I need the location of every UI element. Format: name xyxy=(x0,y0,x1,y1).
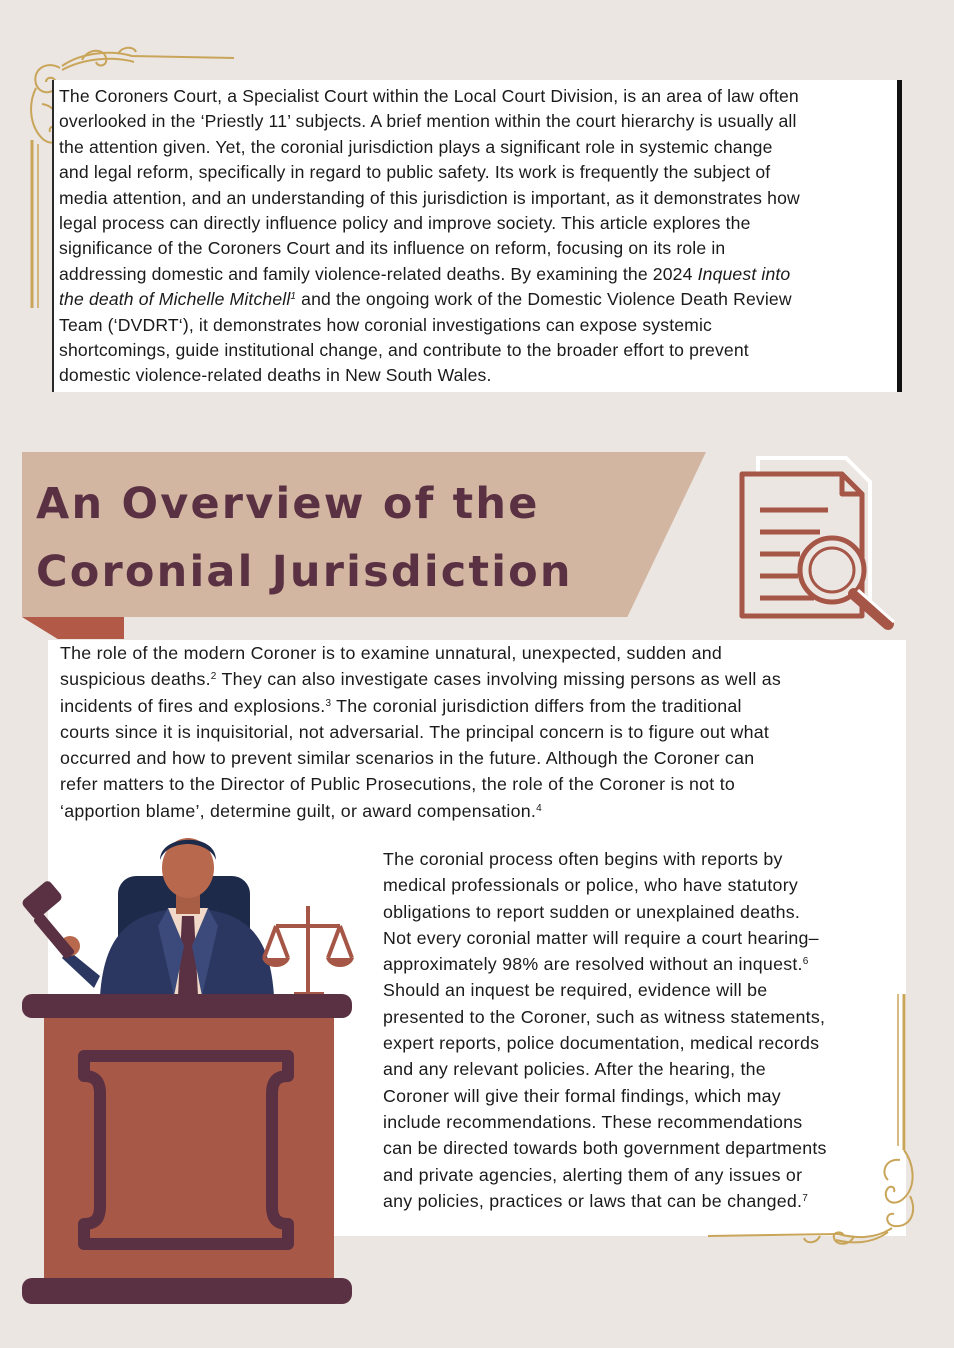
judge-illustration xyxy=(18,826,358,1308)
intro-box xyxy=(52,80,902,392)
footnote-1: 1 xyxy=(290,291,297,303)
footnote-2: 2 xyxy=(210,671,217,683)
case-title-part-2: the death of Michelle Mitchell xyxy=(59,289,291,310)
section-heading: An Overview of the Coronial Jurisdiction xyxy=(36,479,573,597)
heading-fold xyxy=(22,617,124,639)
footnote-4: 4 xyxy=(536,802,542,814)
intro-paragraph: The Coroners Court, a Specialist Court within the Local Court Division, is an area of law often overlooked in the ‘Priestly 11’ subjects. A brief mention within the court hierarchy is usually all the attention given. Yet, the coronial jurisdiction plays a significant role in systemic change and legal reform, specifically in regard to public safety. Its work is frequently the subject of media attention, and an understanding of this jurisdiction is important, as it demonstrates how legal process can directly influence policy and improve society. This article explores the significance of the Coroners Court and its influence on reform, focusing on its role in addressing domestic and family violence-related deaths. By examining the 2024 Inquest into the death of Michelle Mitchell$^1$ and the ongoing work of the Domestic Violence Death Review Team (‘DVDRT‘), it demonstrates how coronial investigations can expose systemic shortcomings, guide institutional change, and contribute to the broader effort to prevent domestic violence-related deaths in New South Wales. xyxy=(59,86,800,386)
section-paragraph-1: The role of the modern Coroner is to examine unnatural, unexpected, sudden and suspicious deaths.$^2$ They can also investigate cases involving missing persons as well as incidents of fires and explosions.$^3$ The coronial jurisdiction differs from the traditional courts since it is inquisitorial, not adversarial. The principal concern is to figure out what occurred and how to prevent similar scenarios in the future. Although the Coroner can refer matters to the Director of Public Prosecutions, the role of the Coroner is not to ‘apportion blame’, determine guilt, or award compensation.$^4$ xyxy=(60,643,782,821)
footnote-6: 6 xyxy=(802,956,809,968)
case-title-part-1: Inquest into xyxy=(697,263,791,284)
corner-ornament-icon xyxy=(704,990,920,1252)
section-paragraph-2: The coronial process often begins with reports by medical professionals or police, who have statutory obligations to report sudden or unexplained deaths. Not every coronial matter will require a court hearing– approximately 98% are resolved without an inquest.$^6$ Should an inquest be required, evidence will be presented to the Coroner, such as witness statements, expert reports, police documentation, medical records and any relevant policies. After the hearing, the Coroner will give their formal findings, which may include recommendations. These recommendations can be directed towards both government departments and private agencies, alerting them of any issues or any policies, practices or laws that can be changed.$^7$ xyxy=(383,849,827,1211)
footnote-7: 7 xyxy=(802,1192,809,1204)
document-search-icon xyxy=(728,452,912,632)
footnote-3: 3 xyxy=(325,697,332,709)
